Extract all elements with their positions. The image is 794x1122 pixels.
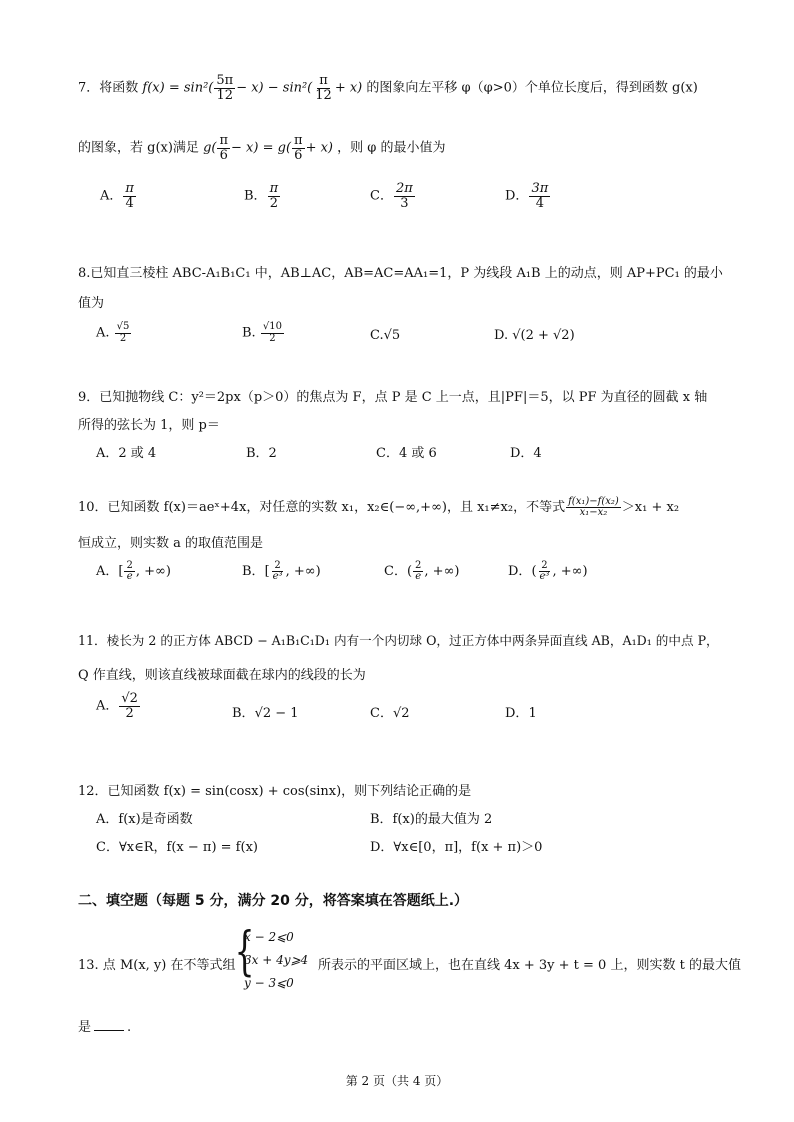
q7-end: + x) <box>334 80 363 96</box>
q7-post: 的图象向左平移 φ（φ>0）个单位长度后，得到函数 g(x) <box>366 80 698 96</box>
q7-frac2: $\frac{\pi}{12}$ <box>315 73 332 103</box>
page-footer: 第 2 页（共 4 页） <box>345 1074 449 1088</box>
q13-sys-2: 3x + 4y⩾4 <box>244 953 309 967</box>
q12-line1: 12．已知函数 f(x) = sin(cosx) + cos(sinx)，则下列结论正确的是 <box>78 784 472 799</box>
q9-option-a: A．2 或 4 <box>96 446 157 461</box>
q7-g-left: g( <box>203 140 217 156</box>
q11-option-c: C．√2 <box>370 706 410 721</box>
q10-frac: $\frac{\text{f(x₁)−f(x₂)}}{\text{x₁−x₂}}$ <box>568 495 619 518</box>
q13-answer-blank[interactable] <box>94 1030 124 1031</box>
q7-frac4: $\frac{\pi}{6}$ <box>294 133 303 163</box>
q11-line2: Q 作直线，则该直线被球面截在球内的线段的长为 <box>78 668 366 683</box>
q10-line1 <box>78 496 679 519</box>
q7-func: f(x) = sin²( <box>142 80 214 96</box>
q12-option-d: D．∀x∈[0，π]，f(x + π)＞0 <box>370 840 543 855</box>
q10-option-d: D．( $\frac{2}{\text{e³}}$ , +∞) <box>508 559 588 582</box>
q8-option-d: D. √(2 + √2) <box>494 328 575 343</box>
q13-line2: 是 . <box>78 1020 132 1035</box>
q7-frac3: $\frac{\pi}{6}$ <box>219 133 229 163</box>
q7-option-b: B． $\frac{\pi}{2}$ <box>244 181 279 211</box>
q8-option-c: C.√5 <box>370 328 401 343</box>
q10-option-a: A．[ $\frac{2}{e}$ , +∞) <box>96 559 171 582</box>
q10-line1-pre: 10．已知函数 f(x)＝aeˣ+4x，对任意的实数 x₁，x₂∈(−∞,+∞)，且 x₁≠x₂，不等式 <box>78 500 566 515</box>
q10-line1-post: ＞x₁ + x₂ <box>621 500 680 515</box>
q7-option-c: C． $\frac{2\pi}{3}$ <box>370 181 413 211</box>
q8-line2: 值为 <box>78 296 105 311</box>
q10-option-b: B．[ $\frac{2}{\text{e³}}$ , +∞) <box>242 559 321 582</box>
q7-line2 <box>78 134 446 162</box>
q7-line2-pre: 的图象，若 g(x)满足 <box>78 140 199 156</box>
q13-pre: 13. 点 M(x, y) 在不等式组 <box>78 958 236 973</box>
q7-line1 <box>78 74 698 102</box>
q7-option-d: D． $\frac{3\pi}{4}$ <box>505 181 549 211</box>
q7-frac1: $\frac{5\pi}{12}$ <box>216 73 234 103</box>
q13-post: 所表示的平面区域上，也在直线 4x + 3y + t = 0 上，则实数 t 的最大值 <box>318 958 741 973</box>
q7-g-mid: − x) = g( <box>231 140 292 156</box>
q12-option-c: C．∀x∈R，f(x − π) = f(x) <box>96 840 258 855</box>
section-2-title: 二、填空题（每题 5 分，满分 20 分，将答案填在答题纸上.） <box>78 893 469 909</box>
q11-line1: 11．棱长为 2 的正方体 ABCD − A₁B₁C₁D₁ 内有一个内切球 O，过正方体中两条异面直线 AB，A₁D₁ 的中点 P， <box>78 633 719 648</box>
q12-option-b: B．f(x)的最大值为 2 <box>370 812 493 827</box>
q9-option-c: C．4 或 6 <box>376 446 437 461</box>
q12-option-a: A．f(x)是奇函数 <box>96 812 193 827</box>
q10-option-c: C．( $\frac{2}{e}$ , +∞) <box>384 559 460 582</box>
q13-brace: { <box>234 922 255 982</box>
q11-option-a: A． $\frac{√2}{2}$ <box>96 691 138 721</box>
q9-line1: 9．已知抛物线 C：y²＝2px（p＞0）的焦点为 F，点 P 是 C 上一点，且|PF|＝5，以 PF 为直径的圆截 x 轴 <box>78 390 708 405</box>
q9-option-d: D．4 <box>510 446 542 461</box>
q7-line2-post: ，则 φ 的最小值为 <box>337 140 446 156</box>
q8-option-a: A. $\frac{√5}{2}$ <box>96 321 130 344</box>
q8-option-b: B. $\frac{√10}{2}$ <box>242 321 282 344</box>
q10-line2: 恒成立，则实数 a 的取值范围是 <box>78 536 264 551</box>
q13-sys-1: x − 2⩽0 <box>244 930 294 944</box>
q9-option-b: B．2 <box>246 446 277 461</box>
q7-mid: − x) − sin²( <box>236 80 313 96</box>
q7-option-a: A． $\frac{\pi}{4}$ <box>100 181 134 211</box>
q11-option-d: D．1 <box>505 706 537 721</box>
q7-prefix: 7．将函数 <box>78 80 139 96</box>
q11-option-b: B．√2 − 1 <box>232 706 299 721</box>
q8-line1: 8.已知直三棱柱 ABC-A₁B₁C₁ 中，AB⊥AC，AB=AC=AA₁=1，P 为线段 A₁B 上的动点，则 AP+PC₁ 的最小 <box>78 266 723 281</box>
q7-g-end: + x) <box>305 140 333 156</box>
q13-sys-3: y − 3⩽0 <box>244 976 294 990</box>
q9-line2: 所得的弦长为 1，则 p＝ <box>78 418 220 433</box>
